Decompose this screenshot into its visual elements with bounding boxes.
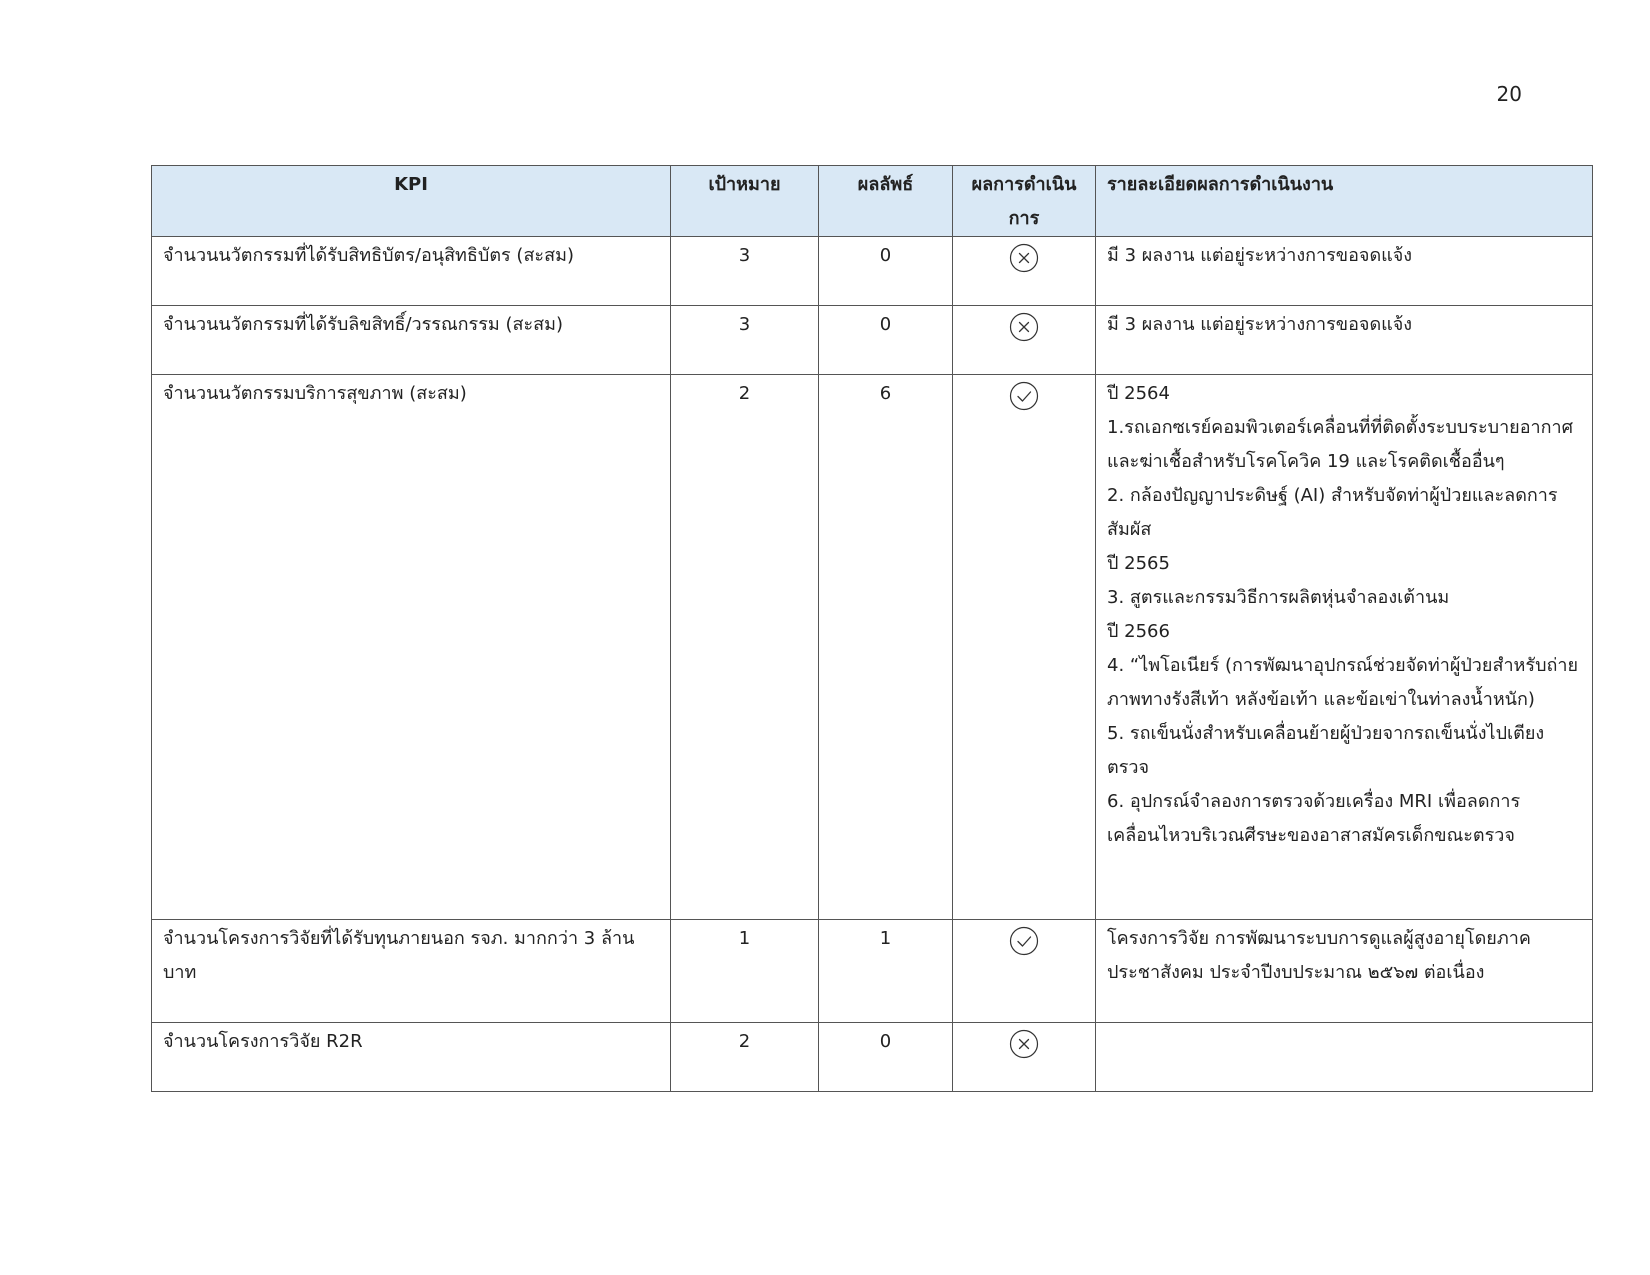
kpi-cell: จำนวนนวัตกรรมที่ได้รับสิทธิบัตร/อนุสิทธิบัตร (สะสม)	[152, 237, 671, 306]
target-cell: 2	[671, 1023, 819, 1092]
result-cell: 0	[819, 237, 953, 306]
kpi-cell: จำนวนนวัตกรรมบริการสุขภาพ (สะสม)	[152, 375, 671, 920]
detail-cell: โครงการวิจัย การพัฒนาระบบการดูแลผู้สูงอายุโดยภาคประชาสังคม ประจำปีงบประมาณ ๒๕๖๗ ต่อเนื่อง	[1096, 920, 1593, 1023]
status-cell	[953, 237, 1096, 306]
table-row	[152, 375, 1593, 920]
header-result: ผลลัพธ์	[819, 166, 953, 237]
detail-cell	[1096, 1023, 1593, 1092]
kpi-table	[151, 165, 1593, 1092]
result-cell: 1	[819, 920, 953, 1023]
header-target: เป้าหมาย	[671, 166, 819, 237]
detail-cell: มี 3 ผลงาน แต่อยู่ระหว่างการขอจดแจ้ง	[1096, 237, 1593, 306]
table-row	[152, 1023, 1593, 1092]
table-row	[152, 920, 1593, 1023]
cross-circle-icon	[1009, 243, 1039, 273]
table-row	[152, 306, 1593, 375]
target-cell: 2	[671, 375, 819, 920]
result-cell: 0	[819, 306, 953, 375]
header-kpi: KPI	[152, 166, 671, 237]
cross-circle-icon	[1009, 312, 1039, 342]
detail-cell: มี 3 ผลงาน แต่อยู่ระหว่างการขอจดแจ้ง	[1096, 306, 1593, 375]
result-cell: 6	[819, 375, 953, 920]
check-circle-icon	[1009, 926, 1039, 956]
page-number: 20	[1496, 82, 1522, 106]
target-cell: 3	[671, 306, 819, 375]
status-cell	[953, 375, 1096, 920]
kpi-cell: จำนวนโครงการวิจัยที่ได้รับทุนภายนอก รจภ. มากกว่า 3 ล้านบาท	[152, 920, 671, 1023]
target-cell: 1	[671, 920, 819, 1023]
status-cell	[953, 1023, 1096, 1092]
status-cell	[953, 920, 1096, 1023]
table-header-row	[152, 166, 1593, 237]
target-cell: 3	[671, 237, 819, 306]
check-circle-icon	[1009, 381, 1039, 411]
status-cell	[953, 306, 1096, 375]
kpi-cell: จำนวนนวัตกรรมที่ได้รับลิขสิทธิ์/วรรณกรรม (สะสม)	[152, 306, 671, 375]
cross-circle-icon	[1009, 1029, 1039, 1059]
result-cell: 0	[819, 1023, 953, 1092]
header-status: ผลการดำเนินการ	[953, 166, 1096, 237]
detail-cell: ปี 2564 1.รถเอกซเรย์คอมพิวเตอร์เคลื่อนที่ที่ติดตั้งระบบระบายอากาศและฆ่าเชื้อสำหรับโรคโควิค 19 และโรคติดเชื้ออื่นๆ 2. กล้องปัญญาประดิษฐ์ (AI) สำหรับจัดท่าผู้ป่วยและลดการสัมผัส ปี 2565 3. สูตรและกรรมวิธีการผลิตหุ่นจำลองเต้านม ปี 2566 4. “ไพโอเนียร์ (การพัฒนาอุปกรณ์ช่วยจัดท่าผู้ป่วยสำหรับถ่ายภาพทางรังสีเท้า หลังข้อเท้า และข้อเข่าในท่าลงน้ำหนัก) 5. รถเข็นนั่งสำหรับเคลื่อนย้ายผู้ป่วยจากรถเข็นนั่งไปเตียงตรวจ 6. อุปกรณ์จำลองการตรวจด้วยเครื่อง MRI เพื่อลดการเคลื่อนไหวบริเวณศีรษะของอาสาสมัครเด็กขณะตรวจ	[1096, 375, 1593, 920]
header-detail: รายละเอียดผลการดำเนินงาน	[1096, 166, 1593, 237]
kpi-cell: จำนวนโครงการวิจัย R2R	[152, 1023, 671, 1092]
table-row	[152, 237, 1593, 306]
